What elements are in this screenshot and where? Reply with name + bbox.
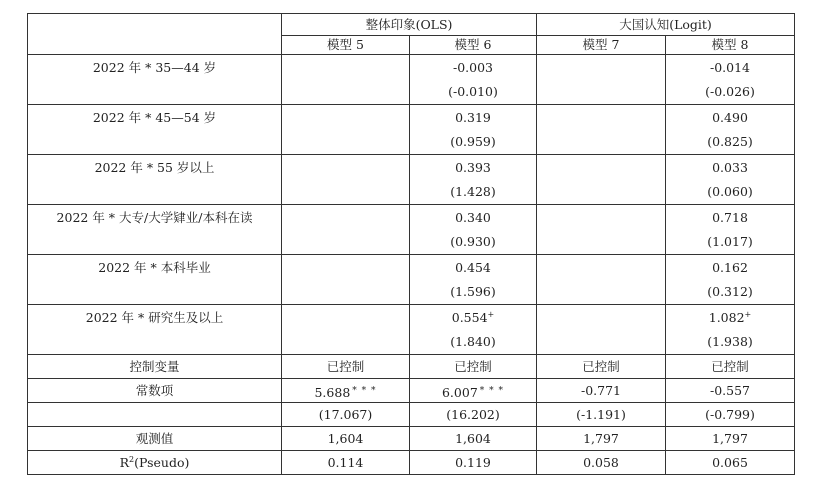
coef-cell <box>282 106 409 130</box>
se-cell <box>537 130 665 154</box>
se-cell <box>282 130 409 154</box>
se-cell: (0.060) <box>707 184 753 199</box>
constant-row <box>28 379 795 403</box>
coef-cell: 0.718 <box>712 210 748 225</box>
row-label: 2022 年 * 研究生及以上 <box>85 310 224 325</box>
controls-cell: 已控制 <box>454 358 492 374</box>
obs-cell: 1,604 <box>327 430 364 446</box>
coef-cell: 0.393 <box>455 160 491 175</box>
significance-mark: + <box>487 310 495 319</box>
coef-cell <box>282 380 409 402</box>
se-cell <box>537 80 665 104</box>
row-label: 2022 年 * 大专/大学肄业/本科在读 <box>56 210 253 225</box>
coef-cell <box>410 306 536 330</box>
obs-cell: 1,797 <box>712 430 748 446</box>
se-cell: (1.428) <box>450 184 496 199</box>
header-model-5: 模型 5 <box>282 36 410 55</box>
coef-cell <box>537 106 665 130</box>
controls-cell: 已控制 <box>326 358 365 374</box>
header-model-8: 模型 8 <box>666 36 795 55</box>
se-cell <box>537 330 665 354</box>
row-label: 2022 年 * 本科毕业 <box>98 260 211 275</box>
table-row <box>28 255 795 305</box>
se-cell: (1.017) <box>707 234 753 249</box>
table-row <box>28 55 795 105</box>
coef-cell: -0.003 <box>452 60 493 75</box>
se-cell: (1.938) <box>707 334 753 349</box>
obs-cell: 1,797 <box>583 430 619 446</box>
coef-value: 1.082 <box>708 310 745 325</box>
header-row-groups <box>28 14 795 36</box>
se-cell: (16.202) <box>446 406 500 422</box>
coef-cell: -0.771 <box>580 382 621 398</box>
significance-mark: + <box>744 310 752 319</box>
coef-cell: 0.454 <box>455 260 491 275</box>
r2-label-rest: (Pseudo) <box>134 454 190 470</box>
coef-cell <box>410 380 536 402</box>
coef-cell <box>282 306 409 330</box>
header-model-7: 模型 7 <box>537 36 666 55</box>
coef-cell <box>537 56 665 80</box>
table-row <box>28 105 795 155</box>
row-label: 2022 年 * 45—54 岁 <box>92 110 217 125</box>
coef-cell: 0.033 <box>712 160 748 175</box>
se-cell: (0.930) <box>450 234 496 249</box>
coef-cell <box>282 56 409 80</box>
coef-cell <box>537 206 665 230</box>
coef-cell: 0.490 <box>712 110 748 125</box>
coef-cell: 0.340 <box>455 210 491 225</box>
coef-cell <box>537 306 665 330</box>
se-cell <box>282 280 409 304</box>
row-label: 2022 年 * 35—44 岁 <box>92 60 217 75</box>
coef-cell <box>282 256 409 280</box>
coef-cell: 0.319 <box>455 110 491 125</box>
se-cell: (0.312) <box>707 284 753 299</box>
se-cell <box>537 230 665 254</box>
row-label: 常数项 <box>135 382 174 398</box>
se-cell: (-1.191) <box>576 406 626 422</box>
se-cell <box>282 80 409 104</box>
se-cell <box>282 230 409 254</box>
observations-row <box>28 427 795 451</box>
coef-cell <box>282 206 409 230</box>
coef-value: 0.554 <box>451 310 488 325</box>
header-corner-cell <box>28 14 282 55</box>
coef-value: 6.007 <box>441 384 478 400</box>
r2-cell: 0.065 <box>712 454 748 470</box>
se-cell: (-0.026) <box>705 84 755 99</box>
row-label: 2022 年 * 55 岁以上 <box>94 160 215 175</box>
se-cell: (1.840) <box>450 334 496 349</box>
header-model-6: 模型 6 <box>410 36 537 55</box>
header-group-ols: 整体印象(OLS) <box>282 14 537 36</box>
r2-cell: 0.058 <box>583 454 619 470</box>
se-cell <box>282 180 409 204</box>
coef-cell <box>537 256 665 280</box>
se-cell <box>282 330 409 354</box>
controls-row <box>28 355 795 379</box>
coef-cell <box>666 306 794 330</box>
se-cell: (17.067) <box>318 406 373 422</box>
se-cell: (-0.010) <box>448 84 498 99</box>
se-cell <box>537 180 665 204</box>
coef-cell: 0.162 <box>712 260 748 275</box>
se-cell <box>537 280 665 304</box>
table-row <box>28 205 795 255</box>
row-label: 观测值 <box>135 430 174 446</box>
row-label: 控制变量 <box>129 358 180 374</box>
coef-value: 5.688 <box>314 384 351 400</box>
significance-mark: * * * <box>479 385 505 396</box>
r2-cell: 0.119 <box>455 454 491 470</box>
regression-table <box>27 13 795 475</box>
row-label <box>28 452 281 474</box>
se-cell: (0.825) <box>707 134 753 149</box>
controls-cell: 已控制 <box>711 358 749 374</box>
r2-label-sup: 2 <box>129 454 135 464</box>
coef-cell: -0.557 <box>710 382 751 398</box>
table-row <box>28 305 795 355</box>
coef-cell <box>537 156 665 180</box>
constant-se-row <box>28 403 795 427</box>
se-cell: (1.596) <box>450 284 496 299</box>
significance-mark: * * * <box>352 385 377 396</box>
controls-cell: 已控制 <box>582 358 620 374</box>
r2-cell: 0.114 <box>327 454 364 470</box>
obs-cell: 1,604 <box>455 430 491 446</box>
header-group-logit: 大国认知(Logit) <box>537 14 795 36</box>
coef-cell: -0.014 <box>710 60 751 75</box>
se-cell: (-0.799) <box>705 406 755 422</box>
r2-row <box>28 451 795 475</box>
table-row <box>28 155 795 205</box>
coef-cell <box>282 156 409 180</box>
r2-label-main: R <box>119 454 130 470</box>
se-cell: (0.959) <box>450 134 496 149</box>
